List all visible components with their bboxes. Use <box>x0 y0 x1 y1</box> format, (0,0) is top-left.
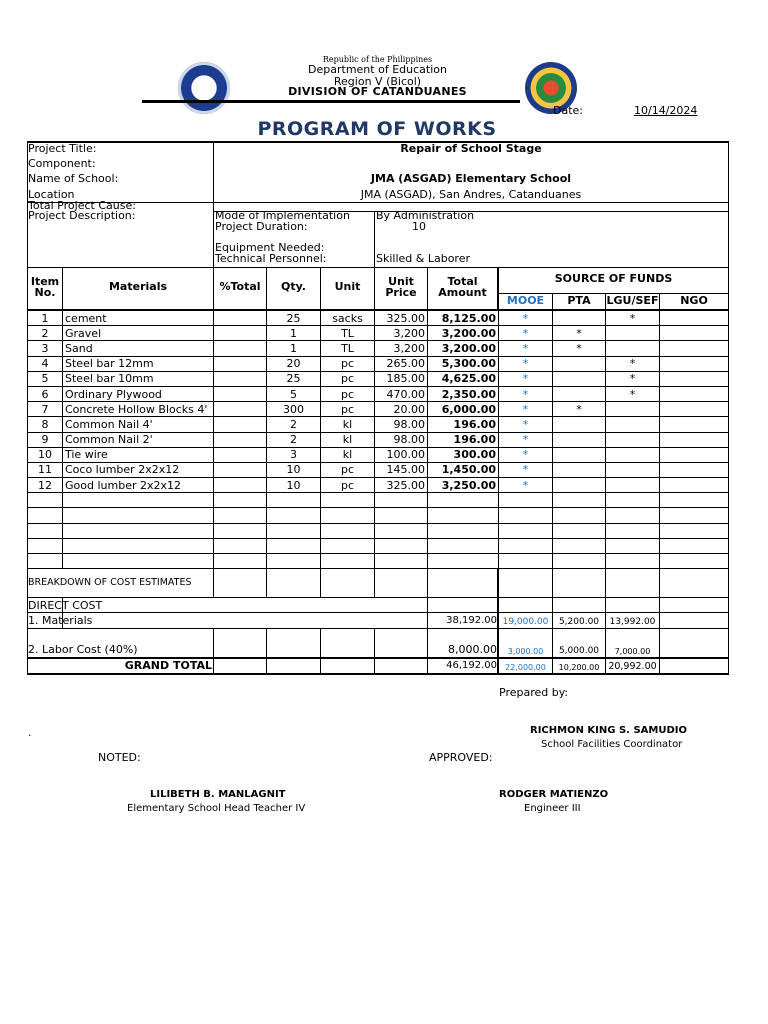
department-text: Department of Education <box>308 63 447 76</box>
ngo-cell <box>660 478 729 493</box>
item-no-cell: 2 <box>28 326 63 341</box>
blank-cell <box>553 508 606 523</box>
materials-header: Materials <box>108 280 168 293</box>
blank-cell <box>267 554 321 569</box>
lgu-cell <box>606 417 660 432</box>
pta-header: PTA <box>567 294 591 307</box>
unit-price-cell: 470.00 <box>375 386 428 401</box>
blank-cell <box>28 493 63 508</box>
qty-cell: 25 <box>267 311 321 326</box>
blank-cell <box>267 538 321 553</box>
grand-pta: 10,200.00 <box>558 663 600 672</box>
blank-cell <box>553 493 606 508</box>
approved-name: RODGER MATIENZO <box>499 789 609 800</box>
total-amount-cell: 3,200.00 <box>428 341 499 356</box>
item-no-cell: 5 <box>28 371 63 386</box>
unit-cell: kl <box>321 417 375 432</box>
ngo-cell <box>660 417 729 432</box>
noted-name: LILIBETH B. MANLAGNIT <box>150 789 286 800</box>
material-cell: Tie wire <box>63 447 214 462</box>
blank-cell <box>660 493 729 508</box>
pct-total-cell <box>214 402 267 417</box>
mooe-cell: * <box>499 341 553 356</box>
mooe-cell: * <box>499 462 553 477</box>
material-cell: Good lumber 2x2x12 <box>63 478 214 493</box>
pct-total-cell <box>214 462 267 477</box>
unit-price-cell: 325.00 <box>375 478 428 493</box>
description-label: Project Description: <box>28 209 136 222</box>
pct-total-cell <box>214 371 267 386</box>
pct-total-cell <box>214 356 267 371</box>
pta-cell <box>553 462 606 477</box>
qty-cell: 2 <box>267 432 321 447</box>
direct-cost-label: DIRECT COST <box>28 599 103 612</box>
unit-cell: pc <box>321 402 375 417</box>
total-amount-cell: 3,250.00 <box>428 478 499 493</box>
pct-total-cell <box>214 386 267 401</box>
lgu-cell <box>606 447 660 462</box>
ngo-cell <box>660 311 729 326</box>
noted-title: Elementary School Head Teacher IV <box>127 803 306 814</box>
pct-total-cell <box>214 478 267 493</box>
unit-cell: TL <box>321 341 375 356</box>
ngo-cell <box>660 462 729 477</box>
blank-cell <box>553 523 606 538</box>
ngo-cell <box>660 326 729 341</box>
blank-cell <box>660 538 729 553</box>
ngo-cell <box>660 371 729 386</box>
material-cell: Common Nail 2' <box>63 432 214 447</box>
duration-label: Project Duration: <box>215 220 308 233</box>
grand-total-amount: 46,192.00 <box>446 660 497 671</box>
lgu-cell <box>606 478 660 493</box>
pta-cell <box>553 432 606 447</box>
blank-cell <box>63 554 214 569</box>
mooe-cell: * <box>499 326 553 341</box>
table-row <box>28 417 729 432</box>
materials-total: 38,192.00 <box>446 615 497 626</box>
preparer-title: School Facilities Coordinator <box>541 739 683 750</box>
qty-cell: 10 <box>267 478 321 493</box>
blank-cell <box>321 523 375 538</box>
qty-cell: 3 <box>267 447 321 462</box>
ngo-cell <box>660 356 729 371</box>
ngo-cell <box>660 447 729 462</box>
unit-cell: sacks <box>321 311 375 326</box>
blank-cell <box>375 538 428 553</box>
lgu-header: LGU/SEF <box>606 294 659 307</box>
pta-cell <box>553 356 606 371</box>
qty-cell: 20 <box>267 356 321 371</box>
qty-cell: 5 <box>267 386 321 401</box>
materials-table <box>27 310 729 569</box>
lgu-cell: * <box>606 311 660 326</box>
mooe-cell: * <box>499 432 553 447</box>
blank-cell <box>606 508 660 523</box>
ngo-header: NGO <box>680 294 708 307</box>
unit-price-cell: 20.00 <box>375 402 428 417</box>
date-label: Date: <box>553 104 583 117</box>
mode-label: Mode of Implementation <box>215 209 350 222</box>
total-amount-cell: 5,300.00 <box>428 356 499 371</box>
total-amount-header: Total <box>447 275 478 288</box>
region-text: Region V (Bicol) <box>333 75 422 88</box>
blank-cell <box>499 554 553 569</box>
total-amount-cell: 8,125.00 <box>428 311 499 326</box>
mooe-cell: * <box>499 311 553 326</box>
blank-row <box>28 508 729 523</box>
grand-total-label: GRAND TOTAL <box>124 659 212 672</box>
pta-cell <box>553 311 606 326</box>
grand-lgu: 20,992.00 <box>608 661 657 672</box>
preparer-name: RICHMON KING S. SAMUDIO <box>530 725 687 736</box>
blank-cell <box>553 538 606 553</box>
pta-cell <box>553 371 606 386</box>
lgu-cell: * <box>606 386 660 401</box>
blank-cell <box>28 538 63 553</box>
total-amount-cell: 300.00 <box>428 447 499 462</box>
blank-cell <box>660 508 729 523</box>
labor-lgu: 7,000.00 <box>614 647 651 656</box>
blank-cell <box>499 508 553 523</box>
blank-cell <box>63 523 214 538</box>
item-no-header-2: No. <box>34 286 56 299</box>
unit-cell: pc <box>321 371 375 386</box>
grand-mooe: 22,000.00 <box>505 663 546 672</box>
blank-cell <box>499 538 553 553</box>
blank-cell <box>428 554 499 569</box>
blank-cell <box>375 493 428 508</box>
pct-total-cell <box>214 432 267 447</box>
table-row <box>28 432 729 447</box>
material-cell: Steel bar 12mm <box>63 356 214 371</box>
item-no-cell: 1 <box>28 311 63 326</box>
division-text: DIVISION OF CATANDUANES <box>288 85 467 98</box>
pta-cell: * <box>553 341 606 356</box>
total-amount-cell: 2,350.00 <box>428 386 499 401</box>
lgu-cell: * <box>606 356 660 371</box>
table-row <box>28 462 729 477</box>
ngo-cell <box>660 432 729 447</box>
labor-total: 8,000.00 <box>448 643 497 656</box>
blank-cell <box>267 508 321 523</box>
materials-pta: 5,200.00 <box>558 617 600 627</box>
blank-cell <box>375 508 428 523</box>
lgu-cell <box>606 402 660 417</box>
noted-label: NOTED: <box>98 751 141 764</box>
material-cell: Sand <box>63 341 214 356</box>
pct-total-cell <box>214 417 267 432</box>
table-row <box>28 371 729 386</box>
blank-row <box>28 538 729 553</box>
total-amount-cell: 1,450.00 <box>428 462 499 477</box>
unit-price-cell: 3,200 <box>375 326 428 341</box>
mooe-cell: * <box>499 356 553 371</box>
blank-row <box>28 554 729 569</box>
material-cell: Coco lumber 2x2x12 <box>63 462 214 477</box>
unit-price-cell: 325.00 <box>375 311 428 326</box>
total-amount-cell: 3,200.00 <box>428 326 499 341</box>
mooe-cell: * <box>499 371 553 386</box>
material-cell: Common Nail 4' <box>63 417 214 432</box>
mooe-cell: * <box>499 478 553 493</box>
qty-cell: 10 <box>267 462 321 477</box>
letterhead <box>0 52 768 112</box>
pta-cell: * <box>553 326 606 341</box>
location-value: JMA (ASGAD), San Andres, Catanduanes <box>360 188 582 201</box>
materials-cost-label: 1. Materials <box>28 614 93 627</box>
location-label: Location <box>28 188 75 201</box>
prepared-by-label: Prepared by: <box>499 686 569 699</box>
blank-cell <box>499 523 553 538</box>
total-amount-cell: 196.00 <box>428 417 499 432</box>
blank-cell <box>428 508 499 523</box>
blank-cell <box>553 554 606 569</box>
blank-cell <box>321 493 375 508</box>
material-cell: Ordinary Plywood <box>63 386 214 401</box>
pta-cell: * <box>553 402 606 417</box>
item-no-cell: 6 <box>28 386 63 401</box>
mooe-cell: * <box>499 447 553 462</box>
pct-total-cell <box>214 341 267 356</box>
table-row <box>28 311 729 326</box>
lgu-cell <box>606 462 660 477</box>
total-amount-cell: 4,625.00 <box>428 371 499 386</box>
blank-cell <box>428 538 499 553</box>
table-row <box>28 356 729 371</box>
school-label: Name of School: <box>28 172 119 185</box>
unit-cell: pc <box>321 356 375 371</box>
project-title-label: Project Title: <box>28 142 97 155</box>
personnel-value: Skilled & Laborer <box>376 252 470 265</box>
pta-cell <box>553 478 606 493</box>
unit-price-cell: 265.00 <box>375 356 428 371</box>
republic-text: Republic of the Philippines <box>322 55 433 64</box>
blank-cell <box>63 538 214 553</box>
ngo-cell <box>660 341 729 356</box>
item-no-cell: 11 <box>28 462 63 477</box>
equipment-label: Equipment Needed: <box>215 241 325 254</box>
unit-price-header-2: Price <box>385 286 417 299</box>
ngo-cell <box>660 402 729 417</box>
date-value: 10/14/2024 <box>634 104 698 117</box>
material-cell: cement <box>63 311 214 326</box>
blank-cell <box>499 493 553 508</box>
blank-cell <box>428 493 499 508</box>
item-no-cell: 3 <box>28 341 63 356</box>
blank-cell <box>28 523 63 538</box>
unit-price-header: Unit <box>388 275 414 288</box>
ngo-cell <box>660 386 729 401</box>
blank-cell <box>214 538 267 553</box>
qty-cell: 300 <box>267 402 321 417</box>
blank-cell <box>606 523 660 538</box>
personnel-label: Technical Personnel: <box>215 252 327 265</box>
unit-cell: pc <box>321 386 375 401</box>
blank-row <box>28 523 729 538</box>
approved-label: APPROVED: <box>429 751 493 764</box>
item-no-header: Item <box>30 275 60 288</box>
material-cell: Concrete Hollow Blocks 4' <box>63 402 214 417</box>
lgu-cell <box>606 326 660 341</box>
pct-total-cell <box>214 311 267 326</box>
blank-cell <box>375 554 428 569</box>
blank-cell <box>214 554 267 569</box>
unit-price-cell: 100.00 <box>375 447 428 462</box>
pct-total-cell <box>214 447 267 462</box>
labor-mooe: 3,000.00 <box>507 647 544 656</box>
blank-cell <box>321 538 375 553</box>
blank-cell <box>267 493 321 508</box>
component-label: Component: <box>28 157 96 170</box>
item-no-cell: 8 <box>28 417 63 432</box>
unit-cell: kl <box>321 447 375 462</box>
total-amount-header-2: Amount <box>438 286 487 299</box>
blank-cell <box>63 508 214 523</box>
unit-cell: TL <box>321 326 375 341</box>
blank-row <box>28 493 729 508</box>
item-no-cell: 9 <box>28 432 63 447</box>
duration-value: 10 <box>412 220 426 233</box>
unit-price-cell: 98.00 <box>375 417 428 432</box>
page-title: PROGRAM OF WORKS <box>257 118 497 140</box>
total-amount-cell: 196.00 <box>428 432 499 447</box>
item-no-cell: 4 <box>28 356 63 371</box>
dot-mark: . <box>28 726 32 739</box>
blank-cell <box>28 554 63 569</box>
deped-seal-logo <box>178 62 230 114</box>
table-row <box>28 402 729 417</box>
qty-header: Qty. <box>281 280 306 293</box>
mode-value: By Administration <box>376 209 475 222</box>
unit-cell: pc <box>321 478 375 493</box>
pta-cell <box>553 447 606 462</box>
blank-cell <box>28 508 63 523</box>
approved-title: Engineer III <box>524 803 581 814</box>
blank-cell <box>606 493 660 508</box>
source-of-funds-header: SOURCE OF FUNDS <box>554 272 673 285</box>
blank-cell <box>321 554 375 569</box>
blank-cell <box>321 508 375 523</box>
table-row <box>28 386 729 401</box>
school-value: JMA (ASGAD) Elementary School <box>370 172 572 185</box>
unit-header: Unit <box>334 280 361 293</box>
labor-pta: 5,000.00 <box>558 646 600 656</box>
blank-cell <box>660 554 729 569</box>
breakdown-label: BREAKDOWN OF COST ESTIMATES <box>28 577 192 588</box>
project-title-value: Repair of School Stage <box>400 142 542 155</box>
blank-cell <box>267 523 321 538</box>
materials-lgu: 13,992.00 <box>609 617 656 627</box>
total-amount-cell: 6,000.00 <box>428 402 499 417</box>
cause-label: Total Project Cause: <box>28 199 136 212</box>
blank-cell <box>606 554 660 569</box>
blank-cell <box>375 523 428 538</box>
unit-cell: pc <box>321 462 375 477</box>
mooe-cell: * <box>499 386 553 401</box>
qty-cell: 25 <box>267 371 321 386</box>
item-no-cell: 10 <box>28 447 63 462</box>
pct-total-header: %Total <box>219 280 261 293</box>
table-row <box>28 341 729 356</box>
material-cell: Gravel <box>63 326 214 341</box>
table-row <box>28 478 729 493</box>
blank-cell <box>214 493 267 508</box>
item-no-cell: 12 <box>28 478 63 493</box>
header-rule <box>142 100 520 103</box>
blank-cell <box>428 523 499 538</box>
unit-price-cell: 3,200 <box>375 341 428 356</box>
lgu-cell: * <box>606 371 660 386</box>
item-no-cell: 7 <box>28 402 63 417</box>
material-cell: Steel bar 10mm <box>63 371 214 386</box>
mooe-cell: * <box>499 417 553 432</box>
table-row <box>28 447 729 462</box>
qty-cell: 1 <box>267 341 321 356</box>
pta-cell <box>553 386 606 401</box>
blank-cell <box>606 538 660 553</box>
qty-cell: 2 <box>267 417 321 432</box>
mooe-cell: * <box>499 402 553 417</box>
materials-mooe: 19,000.00 <box>502 617 549 627</box>
unit-price-cell: 145.00 <box>375 462 428 477</box>
mooe-header: MOOE <box>506 294 545 307</box>
lgu-cell <box>606 432 660 447</box>
qty-cell: 1 <box>267 326 321 341</box>
unit-cell: kl <box>321 432 375 447</box>
blank-cell <box>63 493 214 508</box>
lgu-cell <box>606 341 660 356</box>
pta-cell <box>553 417 606 432</box>
blank-cell <box>214 523 267 538</box>
blank-cell <box>214 508 267 523</box>
table-row <box>28 326 729 341</box>
unit-price-cell: 185.00 <box>375 371 428 386</box>
blank-cell <box>660 523 729 538</box>
labor-cost-label: 2. Labor Cost (40%) <box>28 643 138 656</box>
unit-price-cell: 98.00 <box>375 432 428 447</box>
pct-total-cell <box>214 326 267 341</box>
